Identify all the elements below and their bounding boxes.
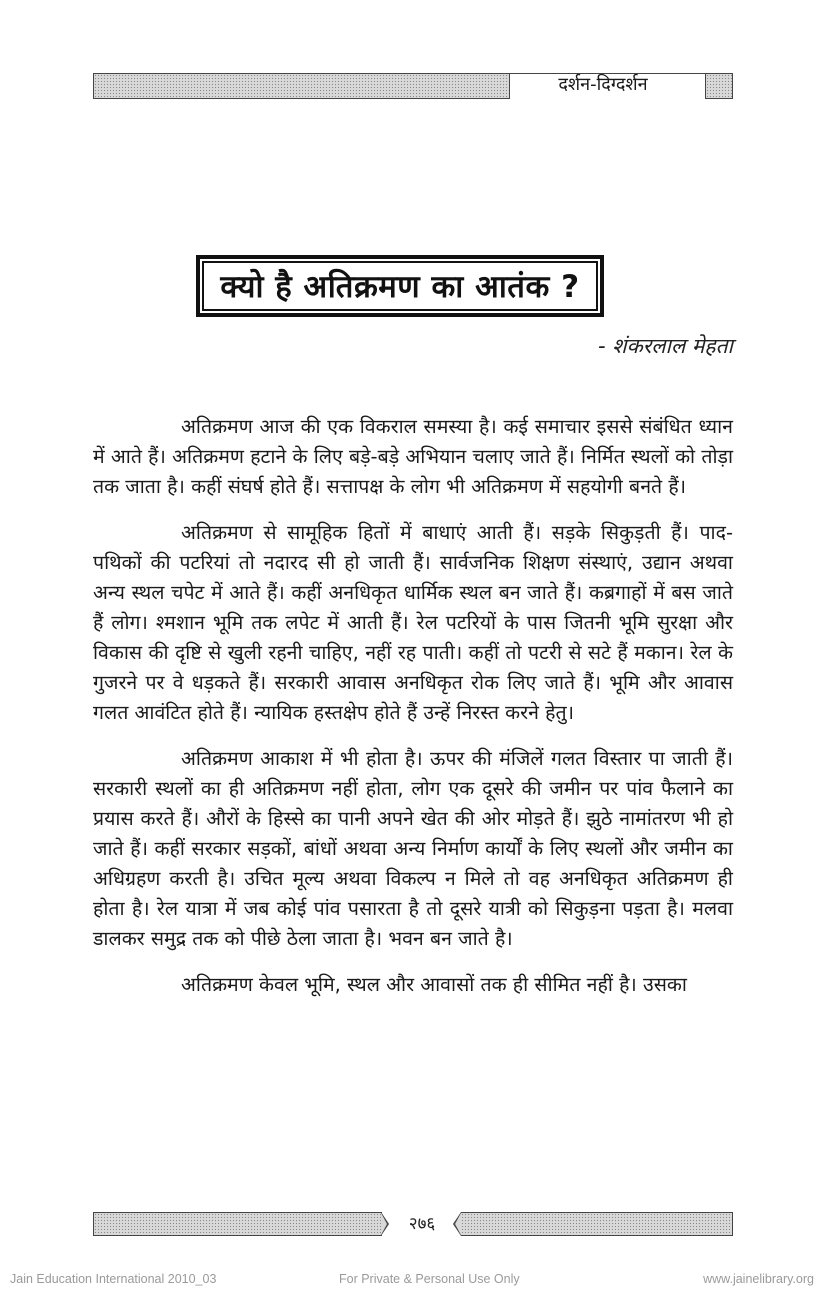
paragraph: अतिक्रमण से सामूहिक हितों में बाधाएं आती हैं। सड़के सिकुड़ती हैं। पाद-पथिकों की पटरियां तो नदारद सी हो जाती हैं। सार्वजनिक शिक्षण संस्थाएं, उद्यान अथवा अन्य स्थल चपेट में आते हैं। कहीं अनधिकृत धार्मिक स्थल बन जाते हैं। कब्रगाहों में बस जाते हैं लोग। श्मशान भूमि तक लपेट में आती हैं। रेल पटरियों के पास जितनी भूमि सुरक्षा और विकास की दृष्टि से खुली रहनी चाहिए, नहीं रह पाती। कहीं तो पटरी से सटे हैं मकान। रेल के गुजरने पर वे धड़कते हैं। सरकारी आवास अनधिकृत रोक लिए जाते हैं। भूमि और आवास गलत आवंटित होते हैं। न्यायिक हस्तक्षेप होते हैं उन्हें निरस्त करने हेतु।	[93, 521, 733, 724]
watermark-url: www.jainelibrary.org	[703, 1272, 814, 1286]
paragraph: अतिक्रमण आकाश में भी होता है। ऊपर की मंजिलें गलत विस्तार पा जाती हैं। सरकारी स्थलों का ही अतिक्रमण नहीं होता, लोग एक दूसरे की जमीन पर पांव फैलाने का प्रयास करते हैं। औरों के हिस्से का पानी अपने खेत की ओर मोड़ते हैं। झुठे नामांतरण भी हो जाते हैं। कहीं सरकार सड़कों, बांधों अथवा अन्य निर्माण कार्यों के लिए स्थलों और जमीन का अधिग्रहण करती है। उचित मूल्य अथवा विकल्प न मिले तो वह अनधिकृत अतिक्रमण ही होता है। रेल यात्रा में जब कोई पांव पसारता है तो दूसरे यात्री को सिकुड़ना पड़ता है। मलवा डालकर समुद्र तक को पीछे ठेला जाता है। भवन बन जाते है।	[93, 747, 733, 950]
paragraph: अतिक्रमण केवल भूमि, स्थल और आवासों तक ही सीमित नहीं है। उसका	[181, 973, 687, 996]
header-dotted-bar-right	[705, 73, 733, 99]
paragraph: अतिक्रमण आज की एक विकराल समस्या है। कई समाचार इससे संबंधित ध्यान में आते हैं। अतिक्रमण हटाने के लिए बड़े-बड़े अभियान चलाए जाते हैं। निर्मित स्थलों को तोड़ा तक जाता है। कहीं संघर्ष होते हैं। सत्तापक्ष के लोग भी अतिक्रमण में सहयोगी बनते हैं।	[93, 415, 733, 498]
article-body	[93, 412, 733, 1016]
page-number-bar	[93, 1212, 733, 1236]
arrow-fill	[381, 1213, 387, 1235]
running-header	[93, 73, 733, 99]
footer-dotted-bar-left	[93, 1212, 382, 1236]
watermark-usage: For Private & Personal Use Only	[339, 1272, 520, 1286]
header-dotted-bar-left	[93, 73, 510, 99]
article-title-box	[196, 255, 604, 317]
watermark-footer	[0, 1272, 828, 1292]
footer-dotted-bar-right	[461, 1212, 733, 1236]
page-number: २७६	[408, 1214, 436, 1234]
article-title: क्यो है अतिक्रमण का आतंक ?	[202, 261, 598, 311]
watermark-publisher: Jain Education International 2010_03	[10, 1272, 217, 1286]
article-author: - शंकरलाल मेहता	[598, 334, 733, 358]
section-title: दर्शन-दिग्दर्शन	[558, 74, 648, 95]
